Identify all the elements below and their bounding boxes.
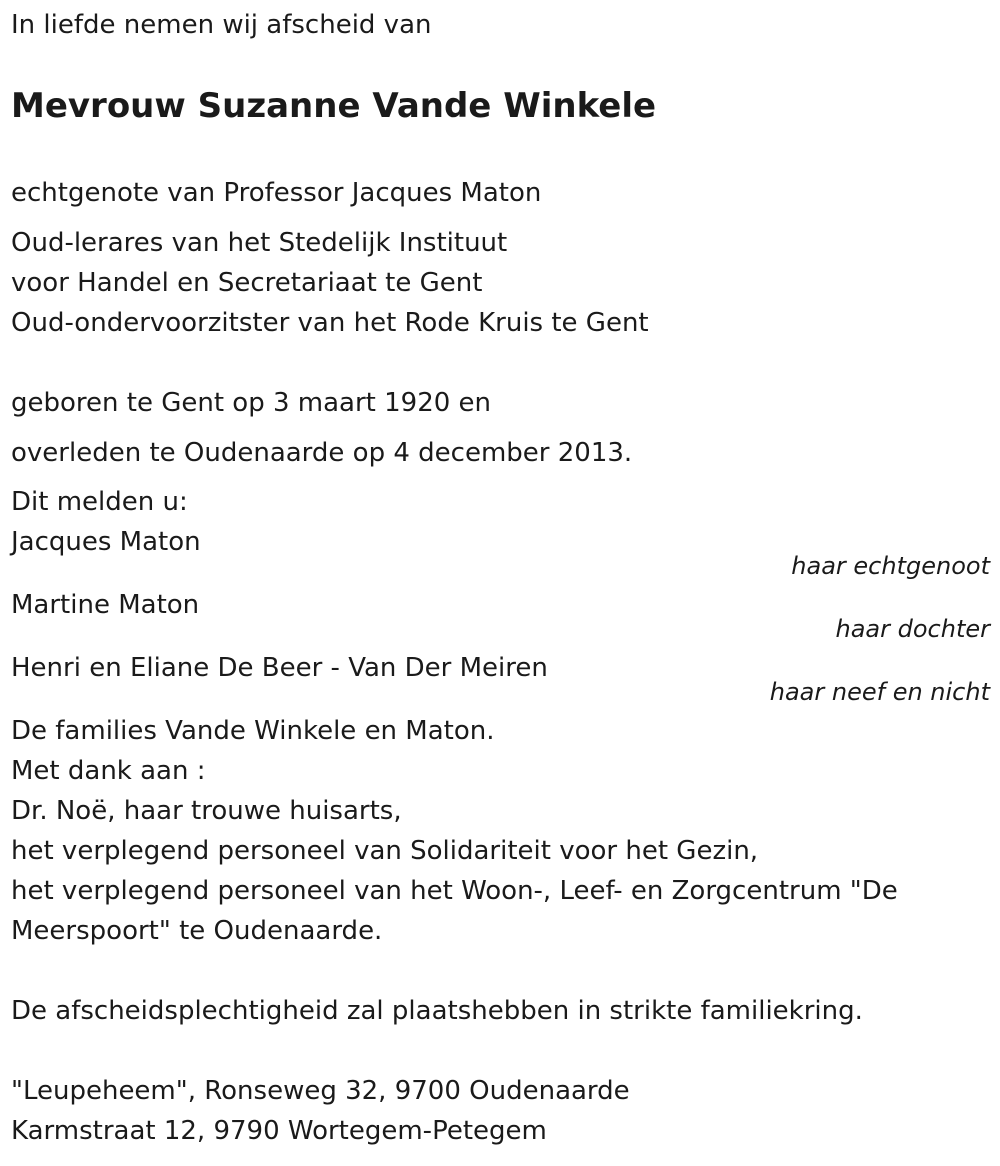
thanks-line: het verplegend personeel van Solidariteit voor het Gezin, <box>11 836 759 866</box>
mourner-name: Martine Maton <box>11 590 200 620</box>
intro-text: In liefde nemen wij afscheid van <box>11 10 432 40</box>
mourner-relation: haar dochter <box>835 615 990 643</box>
career-line: Oud-ondervoorzitster van het Rode Kruis te Gent <box>11 308 649 338</box>
birth-line: geboren te Gent op 3 maart 1920 en <box>11 388 492 418</box>
mourner-relation: haar neef en nicht <box>769 678 990 706</box>
ceremony-line: De afscheidsplechtigheid zal plaatshebben in strikte familiekring. <box>11 996 863 1026</box>
thanks-line: het verplegend personeel van het Woon-, Leef- en Zorgcentrum "De <box>11 876 898 906</box>
mourner-relation: haar echtgenoot <box>791 552 990 580</box>
mourner-name: Henri en Eliane De Beer - Van Der Meiren <box>11 653 548 683</box>
mourner-name: Jacques Maton <box>11 527 201 557</box>
address-line: Karmstraat 12, 9790 Wortegem-Petegem <box>11 1116 547 1146</box>
address-line: "Leupeheem", Ronseweg 32, 9700 Oudenaarde <box>11 1076 630 1106</box>
death-line: overleden te Oudenaarde op 4 december 2013. <box>11 438 633 468</box>
career-line: Oud-lerares van het Stedelijk Instituut <box>11 228 508 258</box>
spouse-line: echtgenote van Professor Jacques Maton <box>11 178 542 208</box>
career-line: voor Handel en Secretariaat te Gent <box>11 268 483 298</box>
families-line: De families Vande Winkele en Maton. <box>11 716 495 746</box>
deceased-name: Mevrouw Suzanne Vande Winkele <box>11 86 657 126</box>
thanks-line: Meerspoort" te Oudenaarde. <box>11 916 383 946</box>
thanks-line: Met dank aan : <box>11 756 206 786</box>
announcement-line: Dit melden u: <box>11 487 188 517</box>
thanks-line: Dr. Noë, haar trouwe huisarts, <box>11 796 402 826</box>
